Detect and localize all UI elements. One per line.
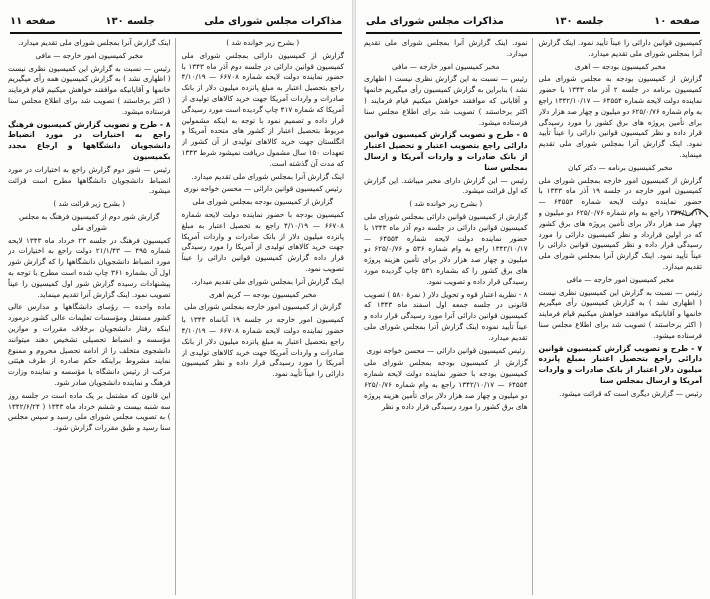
- paragraph: رئیس — شور دوم گزارش راجع به اختیارات در مورد انضباط دانشجویان دانشگاهها مطرح است قرائت میشود.: [8, 164, 171, 196]
- paragraph: گزارش از کمیسیون بودجه به مجلس شورای ملی کمیسیون برنامه در جلسه ۲ آذر ماه ۱۳۴۳ با حضور نماینده دولت لایحه شماره ۶۴۵۵۴ — ۱۳۴۲/۱۰/۱۷ راجع به وام شماره ۶۲۵/۰/۷۶ دو میلیون و چهار صد هزار دلار برای تأمین پروژه های برق کشور را مورد رسیدگی قرار داده و نظر کمیسیون قوانین دارائی را عیناً تأیید نمود. اینک گزارش آنرا بمجلس شورای ملی تقدیم مینماید.: [538, 74, 702, 159]
- right-page: [356, 0, 710, 599]
- paragraph: گزارش از کمیسیون دارائی بمجلس شورای ملی کمیسیون قوانین دارائی در جلسه دوم آذر ماه ۱۳۴۳ با حضور نماینده دولت لایحه شماره ۶۶۷۰۸ — ۴/۱۰/۱۹ راجع بتحصیل اعتبار به مبلغ پانزده میلیون دلار از بانک صادرات و واردات آمریکا جهت خرید کالاهای تولیدی از آمریکا که شماره ۴۱۷ چاپ گردیده است مورد رسیدگی قرار داده و تصمیم نمود با توجه به اینکه مشمولین مربوط بتحصیل اعتبار از کشور های متحده آمریکا و انگلستان جهت خرید کالاهای تولیدی از آن کشور از تعهدات ۱۵۰ سال مشمول دریافت نمیشود شرط ۱۳۴۳ که مدت آن گذشته است.: [181, 50, 344, 168]
- left-page: [0, 0, 353, 599]
- left-page-title: مذاکرات مجلس شورای ملی: [204, 15, 342, 27]
- centered-line: ( بشرح زیر خوانده شد ): [409, 199, 483, 209]
- centered-line: مخبر کمیسیون امور خارجه — مافی: [392, 61, 500, 71]
- left-page-header: [10, 10, 342, 34]
- left-page-session: جلسه ۱۳۰: [105, 15, 155, 27]
- centered-line: ( بشرح زیر قرائت شد ): [53, 199, 126, 209]
- paragraph: کمیسیون قوانین دارائی را عیناً تأیید نمود. اینک گزارش آنرا بمجلس شورای ملی تقدیم میدارد.: [538, 38, 702, 58]
- paragraph: ماده واحده — رؤسای دانشگاهها و مدارس عالی کشور مستقل ومؤسسات تعلیمات عالی کشور درمورد اینکه رفتار دانشجویان برخلاف مقررات و موازین مؤسسه و انضباط تحصیلی تشخیص دهند میتوانند دانشجوی متخلف را از ادامه تحصیل محروم و ممنوع نمایند مشروط براینکه حکم صادره از طرف هیئتی مرکب از رئیس دانشگاه یا مؤسسه و نماینده وزارت فرهنگ و نماینده دانشجویان صادر شود.: [8, 302, 171, 387]
- centered-line: مخبر کمیسیون برنامه — دکتر کیان: [568, 162, 673, 172]
- left-page-column-1: [182, 38, 345, 595]
- centered-line: رئیس کمیسیون قوانین دارائی — محسن خواجه نوری: [183, 184, 342, 194]
- right-page-number: صفحه ۱۰: [654, 15, 700, 27]
- paragraph: رئیس — نسبت به گزارش این کمیسیون نظری نیست ( اظهاری نشد ) به گزارش کمیسیون رأی میگیریم خانمها و آقایانیکه موافقند خواهش میکنیم قیام فرمایند ( اکثر برخاستند ) تصویب شد برای اطلاع مجلس سنا فرستاده میشود.: [538, 287, 702, 340]
- left-page-columns: [8, 38, 344, 595]
- paragraph: رئیس — این گزارش دارای مخبر میباشد. این گزارش که اول قرائت میشود.: [364, 175, 528, 196]
- section-heading: ۷ - طرح و تصویب گزارش کمیسیون قوانین دارائی راجع بتحصیل اعتبار بمبلغ پانزده میلیون دلار اعتبار از بانک صادرات و واردات آمریکا و ارسال بمجلس سنا: [538, 343, 702, 385]
- paragraph: ۸ - نظریه اعتبار قوه و تحویل دلار ( نمرهٔ ۵۸۰ ) تصویب قانونی در جلسه جمعه اول اسفند ماه ۱۳۴۳ که کمیسیون قوانین دارائی آنرا مورد رسیدگی قرار داده و عیناً تأیید نموده اینک گزارش آنرا بمجلس شورای ملی تقدیم میدارد.: [364, 289, 528, 342]
- right-page-columns: [364, 38, 702, 595]
- right-page-title: مذاکرات مجلس شورای ملی: [366, 15, 504, 27]
- centered-line: گزارش شور دوم از کمیسیون فرهنگ به مجلس شورای ملی: [19, 211, 160, 232]
- paragraph: اینک گزارش آنرا بمجلس شورای ملی تقدیم میدارد.: [191, 171, 344, 181]
- left-page-column-0: [8, 38, 176, 595]
- paragraph: گزارش از کمیسیون بودجه بمجلس شورای ملی کمیسیون بودجه با حضور نماینده دولت لایحه شماره ۶۴۵۵۴ — ۱۳۴۲/۱۰/۱۷ راجع به وام شماره ۶۲۵/۰/۷۶ دو میلیون و چهار صد هزار دلار برای تأمین هزینه پروژه های برق کشور را مورد رسیدگی قرار داده و نظر: [364, 358, 528, 411]
- right-page-column-0: [364, 38, 533, 595]
- centered-line: مخبر کمیسیون بودجه — کریم اهری: [209, 289, 317, 299]
- paragraph: اینک گزارش آنرا بمجلس شورای ملی تقدیم میدارد.: [191, 276, 344, 286]
- right-page-header: [366, 10, 700, 34]
- paragraph: نمود. اینک گزارش آنرا بمجلس شورای ملی تقدیم میدارد.: [364, 38, 528, 58]
- right-page-session: جلسه ۱۳۰: [554, 15, 604, 27]
- paragraph: اینک گزارش آنرا بمجلس شورای ملی تقدیم میدارد.: [17, 38, 171, 47]
- paragraph: کمیسیون بودجه با حضور نماینده دولت لایحه شماره ۶۶۷۰۸ — ۴/۱۰/۱۹ راجع به تحصیل اعتبار به مبلغ پانزده میلیون دلار از بانک صادرات و واردات آمریکا جهت خرید کالاهای تولیدی از آمریکا را مورد رسیدگی قرار داده گزارش کمیسیون قوانین دارائی را عیناً تصویب نمود.: [181, 209, 344, 273]
- left-page-number: صفحه ۱۱: [10, 15, 56, 27]
- paragraph: کمیسیون فرهنگ در جلسه ۲۳ خرداد ماه ۱۳۴۳ لایحه شماره ۴۹۵ — ۲۱/۱/۴۳ دولت راجع به اختیارات در مورد انضباط دانشجویان دانشگاهها را که گزارش شور اول آن بشماره ۳۶۱ چاپ شده است مطرح با توجه به پیشنهادات رسیده گزارش شور اول کمیسیون را عیناً تصویب نمود. اینک گزارش آنرا تقدیم مینماید.: [8, 235, 171, 299]
- centered-line: گزارش از کمیسیون امور خارجه بمجلس شورای ملی: [184, 302, 342, 312]
- section-heading: ۸ - طرح و تصویب گزارش کمیسیون فرهنگ راجع به اختیارات در مورد انضباط دانشجویان دانشگاهها و ارجاع مجدد بکمیسیون: [8, 119, 171, 161]
- centered-line: مخبر کمیسیون امور خارجه — مافی: [566, 274, 674, 284]
- paragraph: کمیسیون امور خارجه در جلسه ۱۹ آبانماه ۱۳۴۳ با حضور نماینده دولت لایحه شماره ۶۶۷۰۸ — ۴/۱۰/۱۹ راجع بتحصیل اعتبار به مبلغ پانزده میلیون دلار از بانک صادرات و واردات آمریکا جهت خرید کالاهای تولیدی از آمریکا را مورد رسیدگی قرار داده و نظر کمیسیون دارائی را عیناً تأیید نمود.: [181, 315, 344, 379]
- section-heading: ۵ - طرح و تصویب گزارش کمیسیون قوانین دارائی راجع بتصویب اعتبار و تحصیل اعتبار از بانک صادرات و واردات آمریکا و ارسال بمجلس سنا: [364, 130, 528, 172]
- centered-line: مخبر کمیسیون امور خارجه — مافی: [35, 50, 143, 60]
- paragraph: رئیس — نسبت به این گزارش نظری نیست ( اظهاری نشد ) بنابراین به گزارش کمیسیون رأی میگیریم خانمها و آقایانی که موافقند خواهش میکنیم قیام فرمایند ( اکثر برخاستند ) تصویب شد برای اطلاع مجلس سنا فرستاده میشود.: [364, 74, 528, 127]
- centered-line: گزارش از کمیسیون بودجه بمجلس شورای ملی: [192, 197, 334, 207]
- paragraph: این قانون که مشتمل بر یک ماده است در جلسه روز سه شنبه بیست و ششم خرداد ماه ۱۳۴۳ ( ۱۳۴۲/۶/۲۴ ) به تصویب مجلس شورای ملی رسید و سپس مجلس سنا رسید و طبق مقررات گزارش شود.: [8, 390, 171, 433]
- paragraph: گزارش از کمیسیون امور خارجه بمجلس شورای ملی کمیسیون امور خارجه در جلسه ۱۹ آذر ماه ۱۳۴۳ با حضور نماینده دولت لایحه شماره ۶۴۵۵۴ — ۱۳۴۲/۱۰/۱۷ راجع به وام شماره ۶۲۵/۰/۷۶ دو میلیون و چهار صد هزار دلار برای تأمین پروژه های برق کشور که در اولین قرارداد و نظر کمیسیون دارائی را مورد رسیدگی قرار داده و نظر کمیسیون قوانین دارائی را عیناً تأیید نمود. اینک گزارش آنرا بمجلس شورای ملی تقدیم میدارد.: [538, 175, 702, 271]
- centered-line: ( بشرح زیر خوانده شد ): [226, 38, 300, 47]
- paragraph: رئیس — گزارش دیگری است که قرائت میشود.: [559, 388, 702, 398]
- centered-line: مخبر کمیسیون بودجه — اهری: [574, 61, 666, 71]
- paragraph: گزارش از کمیسیون قوانین دارائی بمجلس شورای ملی کمیسیون قوانین دارائی در جلسه دوم آذر ماه ۱۳۴۳ با حضور نماینده دولت لایحه شماره ۶۴۵۵۴ — ۱۳۴۲/۱۰/۱۷ راجع به وام شماره ۵۳۶ و ۶۲۵/۰/۷۶ دو میلیون و چهار صد هزار دلار برای تأمین هزینه پروژه های برق کشور را که بشماره ۵۳۱ چاپ گردیده مورد رسیدگی قرار داده و تصویب نمود.: [364, 211, 528, 286]
- right-page-column-1: [539, 38, 703, 595]
- centered-line: رئیس کمیسیون قوانین دارائی — محسن خواجه نوری: [366, 345, 525, 355]
- paragraph: رئیس — نسبت به گزارش این کمیسیون نظری نیست ( اظهاری نشد ) به گزارش کمیسیون همه رأی میگیریم خانمها و آقایانیکه موافقند خواهش میکنیم قیام فرمایند ( اکثر برخاستند ) تصویب شد برای اطلاع مجلس سنا فرستاده میشود.: [8, 63, 171, 116]
